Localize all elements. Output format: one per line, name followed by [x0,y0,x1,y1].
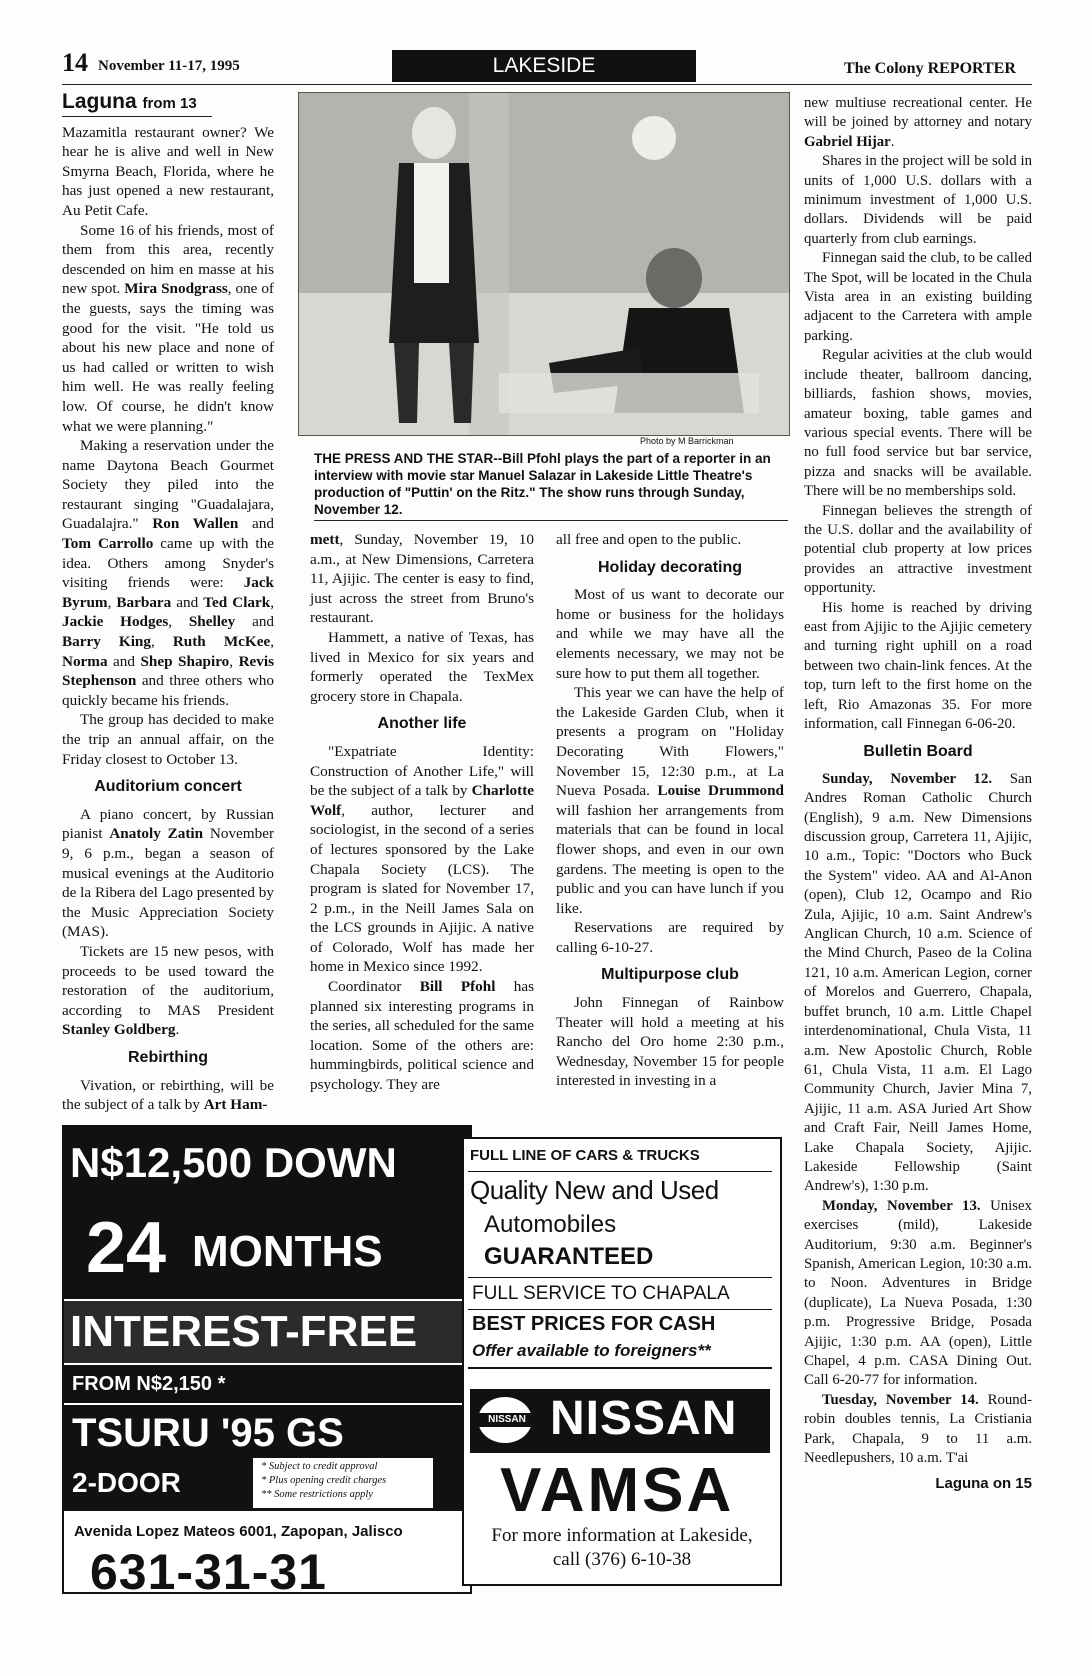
paragraph: "Expatriate Identity: Construction of Another Life," will be the subject of a talk by Charlotte Wolf, author, lecturer and sociologist, in the second of a series of lectures sponsored by the Lake Chapala Society (LCS). The program is slated for November 17, 2 p.m., in the Neill James Sala on the LCS grounds in Ajijic. A native of Colorado, Wolf has made her home in Mexico since 1992. [310,742,534,976]
car-ad-right [462,1137,782,1586]
paragraph: Tuesday, November 14. Round-robin doubles tennis, La Cristiania Park, Chapala, 9 to 11 a.m. Needlepushers, 10 a.m. T'ai [804,1391,1032,1467]
header-rule [62,84,1032,85]
ad-quality: Quality New and Used [470,1175,719,1205]
laguna-from: from 13 [142,95,197,112]
photo-illustration [299,93,789,435]
subhead-holiday: Holiday decorating [597,558,743,576]
paragraph: This year we can have the help of the Lakeside Garden Club, when it presents a program on "Holiday Decorating With Flowers," November 15, 12:30 p.m., at La Nueva Posada. Louise Drummond will fashion her arrangements from materials that can be found in local flower shops, and even in our own gardens. The meeting is open to the public and you can have lunch if you like. [556,684,784,917]
paragraph: Most of us want to decorate our home or business for the holidays and while we may have all the elements necessary, we may not be sure how to put them all together. [556,586,784,682]
ad-brand: NISSAN [550,1392,738,1445]
ad-info-line2: call (376) 6-10-38 [552,1549,692,1570]
paragraph: new multiuse recreational center. He will be joined by attorney and notary Gabriel Hijar. [804,95,1032,150]
page-number: 14 [62,48,88,77]
laguna-heading [62,92,274,114]
paragraph: The group has decided to make the trip an annual affair, on the Friday closest to October 13. [62,711,274,768]
ad-rule [468,1171,772,1172]
car-ad-left [62,1125,472,1594]
ad-automobiles: Automobiles [484,1211,617,1238]
ad-model: TSURU '95 GS [72,1411,344,1455]
ad-rule [468,1309,772,1310]
ad-doors: 2-DOOR [72,1467,181,1498]
subhead-auditorium: Auditorium concert [94,778,242,796]
jump-line: Laguna on 15 [935,1475,1032,1493]
paragraph: Coordinator Bill Pfohl has planned six interesting programs in the series, all scheduled for the same location. Some of the others are: hummingbirds, political science and psychology. They are [310,978,534,1094]
paragraph: Vivation, or rebirthing, will be the subject of a talk by Art Ham- [62,1076,274,1114]
paragraph: Sunday, November 12. San Andres Roman Catholic Church (English), 9 a.m. New Dimensions discussion group, Carretera 11, Ajijic, 10 a.m., Topic: "Doctors who Buck the System" video. AA and Al-Anon (open), Club 12, Ocampo and Rio Zula, Ajijic, 10 a.m. Saint Andrew's Anglican Church, 10 a.m. Science of the Mind Church, Paseo de la Colina 121, 10 a.m. American Legion, corner of Morelos and Guerrero, Chapala, buffet brunch, 10 a.m. Little Chapel interdenominational, Chula Vista, 11 a.m. New Apostolic Church, Roble 61, Chula Vista, 11 a.m. El Lago Community Church, Javier Mina 7, Ajijic, 11 a.m. ASA Juried Art Show and Craft Fair, Neill James Home, Lake Chapala Society, Ajijic. Lakeside Fellowship (Saint Andrew's), 1:30 p.m. [804,770,1032,1195]
paragraph: Hammett, a native of Texas, has lived in Mexico for six years and formerly operated the TexMex grocery store in Chapala. [310,628,534,705]
nissan-badge-text: NISSAN [472,1413,542,1427]
photo-credit: Photo by M Barrickman [640,436,734,446]
subhead-another-life: Another life [377,715,467,733]
ad-foreigners: Offer available to foreigners** [472,1341,711,1360]
ad-guaranteed: GUARANTEED [484,1243,654,1270]
laguna-title: Laguna [62,90,137,113]
ad-months-number: 24 [86,1208,167,1288]
ad-best-prices: BEST PRICES FOR CASH [472,1313,716,1335]
ad-info-line1: For more information at Lakeside, [491,1525,753,1546]
ad-full-line: FULL LINE OF CARS & TRUCKS [470,1147,700,1164]
paragraph: mett, Sunday, November 19, 10 a.m., at New Dimensions, Carretera 11, Ajijic. The center is easy to find, just across the street from Bruno's restaurant. [310,531,534,627]
ad-phone: 631-31-31 [90,1544,327,1594]
ad-down-payment: N$12,500 DOWN [70,1139,397,1186]
ad-months-word: MONTHS [192,1227,383,1276]
paragraph: Finnegan believes the strength of the U.S. dollar and the availability of potential club property at low prices provides an attractive investment opportunity. [804,502,1032,597]
laguna-underline [62,116,212,117]
paragraph: Regular acivities at the club would include theater, ballroom dancing, billiards, fashion shows, movies, amateur boxing, table games and various special events. There will be no full food service but bar service, pizza and snacks will be available. There will be no memberships sold. [804,347,1032,500]
column-3 [556,530,784,1091]
paragraph: Tickets are 15 new pesos, with proceeds to be used toward the restoration of the auditorium, according to MAS President Stanley Goldberg. [62,942,274,1039]
section-banner: LAKESIDE [392,50,696,82]
column-1 [62,92,274,1115]
subhead-bulletin: Bulletin Board [863,743,973,761]
theatre-photo [298,92,790,436]
issue-date: November 11-17, 1995 [98,58,240,74]
subhead-rebirthing: Rebirthing [128,1048,208,1066]
ad-fine-print: * Subject to credit approval * Plus opening credit charges ** Some restrictions apply [252,1457,434,1509]
newspaper-name: The Colony REPORTER [844,60,1016,77]
column-4 [804,94,1032,1494]
paragraph: Reservations are required by calling 6-10-27. [556,919,784,956]
ad-address: Avenida Lopez Mateos 6001, Zapopan, Jalisco [74,1523,403,1540]
ad-interest-free: INTEREST-FREE [70,1307,418,1356]
paragraph: Shares in the project will be sold in units of 1,000 U.S. dollars with a minimum investment of 1,000 U.S. dollars. Dividends will be paid quarterly from club earnings. [804,153,1032,247]
subhead-multipurpose: Multipurpose club [601,966,739,984]
ad-from-price: FROM N$2,150 * [72,1373,226,1395]
paragraph: Finnegan said the club, to be called The Spot, will be located in the Chula Vista area in an existing building adjacent to the Carretera with ample parking. [804,250,1032,344]
paragraph: Mazamitla restaurant owner? We hear he is alive and well in New Smyrna Beach, Florida, where he has just opened a new restaurant, Au Petit Cafe. [62,123,274,219]
paragraph: Monday, November 13. Unisex exercises (mild), Lakeside Auditorium, 9:30 a.m. Beginner's Spanish, American Legion, 10:30 a.m. to Noon. Adventures in Bridge (duplicate), La Nueva Posada, 1:30 p.m. Progressive Bridge, Posada Ajijic, 1:30 p.m. AA (open), Little Chapel, 4 p.m. CASA Dining Out. Call 6-20-77 for information. [804,1197,1032,1389]
paragraph: A piano concert, by Russian pianist Anatoly Zatin November 9, 6 p.m., began a season of musical evenings at the Auditorio de la Ribera del Lago presented by the Music Appreciation Society (MAS). [62,805,275,941]
ad-dealer: VAMSA [500,1456,735,1525]
paragraph: all free and open to the public. [556,531,742,548]
paragraph: Some 16 of his friends, most of them from this area, recently descended on him en masse at his new spot. Mira Snodgrass, one of the guests, says the timing was good for the visit. "He told us about his new place and none of us had called or written to wish him well. He was really feeling low. Of course, he didn't know what we were planning." [62,221,274,435]
ad-rule [468,1277,772,1278]
caption-rule [314,520,788,521]
paragraph: His home is reached by driving east from Ajijic to the Ajijic cemetery and turning right uphill on a road between two chain-link fences. At the top, turn left to the first home on the left, Rio Amazonas 35. For more information, call Finnegan 6-06-20. [804,599,1032,732]
paragraph: John Finnegan of Rainbow Theater will hold a meeting at his Rancho del Oro home 2:30 p.m., Wednesday, November 15 for people interested in investing in a [556,994,784,1090]
paragraph: Making a reservation under the name Daytona Beach Gourmet Society they piled into the restaurant singing "Guadalajara, Guadalajra." Ron Wallen and Tom Carrollo came up with the idea. Others among Snyder's visiting friends were: Jack Byrum, Barbara and Ted Clark, Jackie Hodges, Shelley and Barry King, Ruth McKee, Norma and Shep Shapiro, Revis Stephenson and three others who quickly became his friends. [62,437,275,709]
column-2 [310,530,534,1095]
ad-rule [468,1367,772,1369]
ad-full-service: FULL SERVICE TO CHAPALA [472,1283,730,1304]
photo-caption: THE PRESS AND THE STAR--Bill Pfohl plays the part of a reporter in an interview with movie star Manuel Salazar in Lakeside Little Theatre's production of "Puttin' on the Ritz." The show runs through Sunday, November 12. [314,451,771,517]
